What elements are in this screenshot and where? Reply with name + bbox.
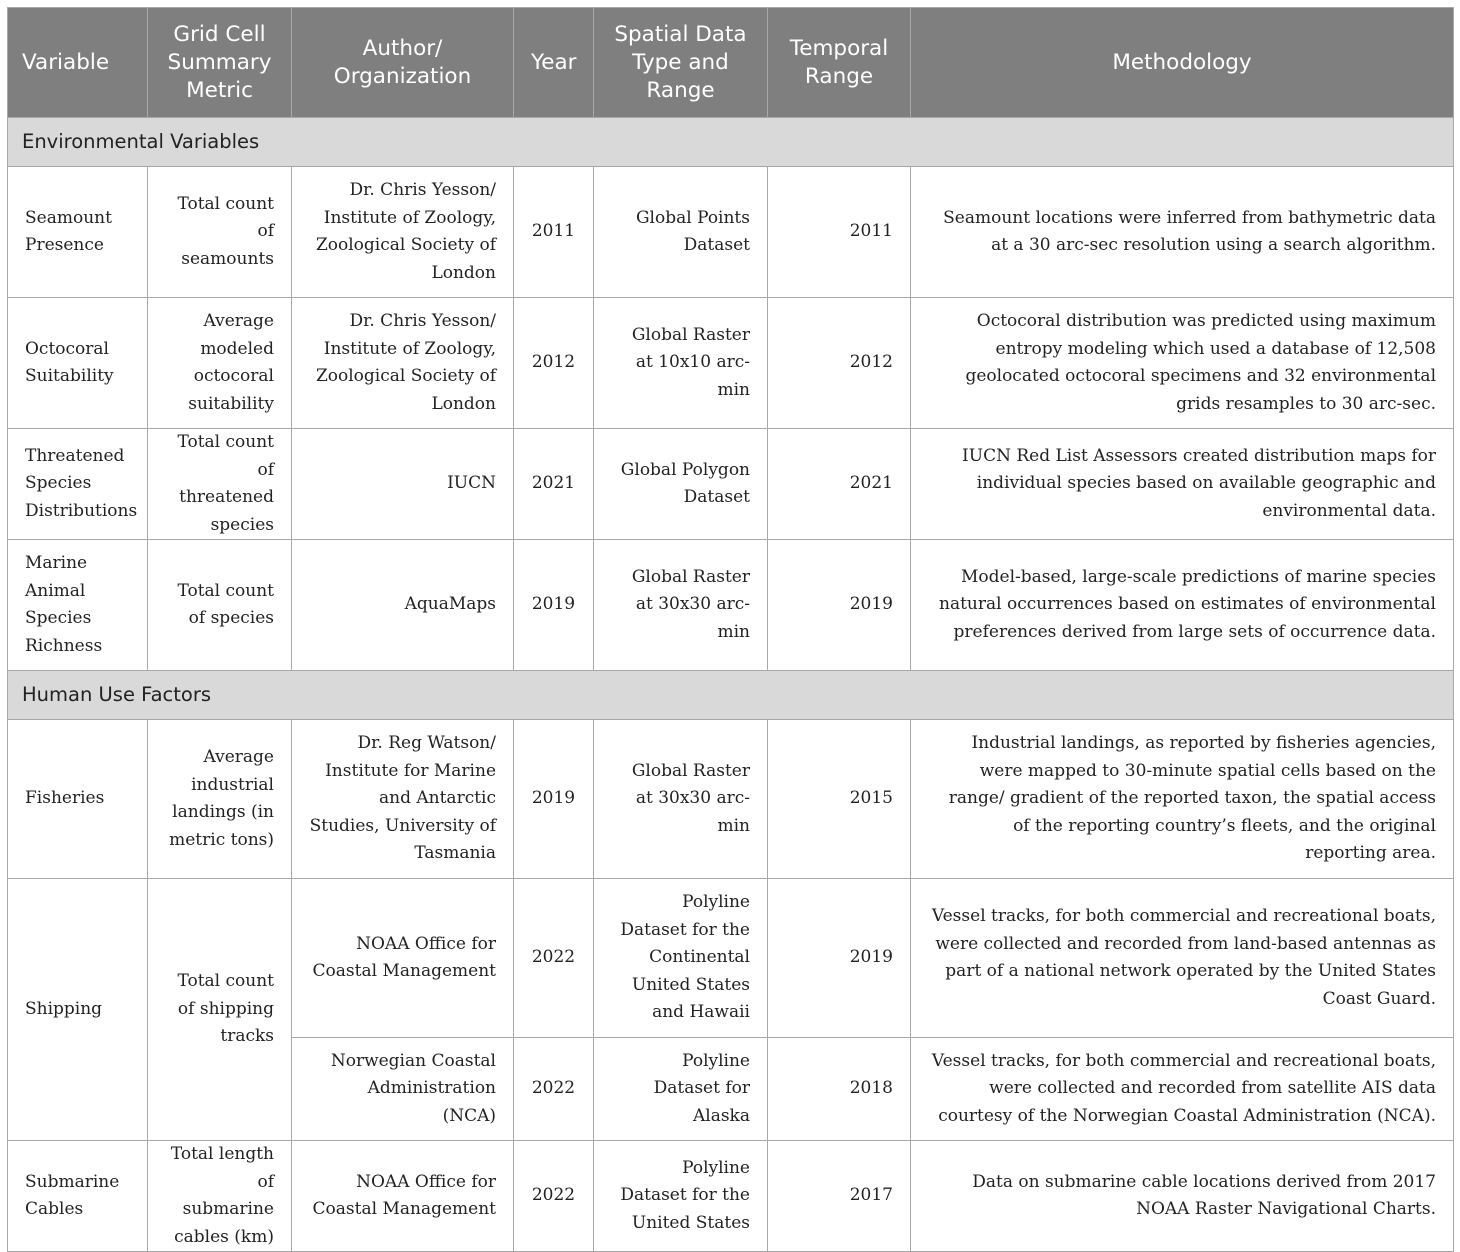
cell-spatial: Global Raster at 30x30 arc-min	[594, 540, 768, 671]
cell-metric: Total length of submarine cables (km)	[148, 1141, 292, 1252]
cell-year: 2012	[514, 298, 594, 429]
cell-spatial: Global Raster at 10x10 arc-min	[594, 298, 768, 429]
cell-variable: Fisheries	[8, 720, 148, 879]
cell-year: 2019	[514, 540, 594, 671]
cell-metric: Total count of threatened species	[148, 429, 292, 540]
table-row	[8, 720, 1454, 879]
cell-spatial: Global Polygon Dataset	[594, 429, 768, 540]
cell-author: NOAA Office for Coastal Management	[292, 1141, 514, 1252]
cell-variable: Threatened Species Distributions	[8, 429, 148, 540]
cell-methodology: Vessel tracks, for both commercial and recreational boats, were collected and recorded from land-based antennas as part of a national network operated by the United States Coast Guard.	[911, 879, 1454, 1038]
cell-methodology: Octocoral distribution was predicted using maximum entropy modeling which used a database of 12,508 geolocated octocoral specimens and 32 environmental grids resamples to 30 arc-sec.	[911, 298, 1454, 429]
header-grid-metric: Grid Cell Summary Metric	[148, 8, 292, 118]
cell-metric: Total count of seamounts	[148, 167, 292, 298]
cell-metric: Average industrial landings (in metric tons)	[148, 720, 292, 879]
cell-temporal: 2021	[768, 429, 911, 540]
table-row	[8, 429, 1454, 540]
table-row	[8, 298, 1454, 429]
cell-variable: Shipping	[8, 879, 148, 1141]
cell-year: 2022	[514, 1038, 594, 1141]
cell-temporal: 2019	[768, 879, 911, 1038]
table-row	[8, 1141, 1454, 1252]
header-author: Author/ Organization	[292, 8, 514, 118]
cell-author: Dr. Reg Watson/ Institute for Marine and Antarctic Studies, University of Tasmania	[292, 720, 514, 879]
cell-temporal: 2015	[768, 720, 911, 879]
cell-year: 2022	[514, 879, 594, 1038]
header-methodology: Methodology	[911, 8, 1454, 118]
cell-methodology: Data on submarine cable locations derived from 2017 NOAA Raster Navigational Charts.	[911, 1141, 1454, 1252]
cell-methodology: Model-based, large-scale predictions of marine species natural occurrences based on estimates of environmental preferences derived from large sets of occurrence data.	[911, 540, 1454, 671]
cell-author: Norwegian Coastal Administration (NCA)	[292, 1038, 514, 1141]
cell-variable: Seamount Presence	[8, 167, 148, 298]
data-table	[7, 7, 1454, 1252]
header-variable: Variable	[8, 8, 148, 118]
table-row	[8, 540, 1454, 671]
cell-variable: Octocoral Suitability	[8, 298, 148, 429]
header-year: Year	[514, 8, 594, 118]
cell-spatial: Polyline Dataset for the Continental United States and Hawaii	[594, 879, 768, 1038]
cell-author: IUCN	[292, 429, 514, 540]
cell-author: Dr. Chris Yesson/ Institute of Zoology, Zoological Society of London	[292, 298, 514, 429]
cell-author: Dr. Chris Yesson/ Institute of Zoology, Zoological Society of London	[292, 167, 514, 298]
cell-year: 2019	[514, 720, 594, 879]
cell-methodology: Seamount locations were inferred from bathymetric data at a 30 arc-sec resolution using a search algorithm.	[911, 167, 1454, 298]
header-temporal: Temporal Range	[768, 8, 911, 118]
cell-author: AquaMaps	[292, 540, 514, 671]
cell-temporal: 2011	[768, 167, 911, 298]
cell-temporal: 2012	[768, 298, 911, 429]
cell-year: 2011	[514, 167, 594, 298]
cell-spatial: Global Raster at 30x30 arc-min	[594, 720, 768, 879]
cell-spatial: Polyline Dataset for the United States	[594, 1141, 768, 1252]
cell-year: 2022	[514, 1141, 594, 1252]
table-row	[8, 879, 1454, 1038]
cell-variable: Marine Animal Species Richness	[8, 540, 148, 671]
section-title-human: Human Use Factors	[8, 671, 1454, 720]
section-row	[8, 118, 1454, 167]
section-row	[8, 671, 1454, 720]
cell-metric: Average modeled octocoral suitability	[148, 298, 292, 429]
cell-methodology: Industrial landings, as reported by fisheries agencies, were mapped to 30-minute spatial cells based on the range/ gradient of the reported taxon, the spatial access of the reporting country’s fleets, and the original reporting area.	[911, 720, 1454, 879]
cell-methodology: IUCN Red List Assessors created distribution maps for individual species based on available geographic and environmental data.	[911, 429, 1454, 540]
cell-metric: Total count of species	[148, 540, 292, 671]
section-title-environmental: Environmental Variables	[8, 118, 1454, 167]
header-spatial: Spatial Data Type and Range	[594, 8, 768, 118]
cell-spatial: Polyline Dataset for Alaska	[594, 1038, 768, 1141]
cell-temporal: 2018	[768, 1038, 911, 1141]
table-row	[8, 167, 1454, 298]
cell-temporal: 2019	[768, 540, 911, 671]
cell-spatial: Global Points Dataset	[594, 167, 768, 298]
cell-metric: Total count of shipping tracks	[148, 879, 292, 1141]
cell-author: NOAA Office for Coastal Management	[292, 879, 514, 1038]
cell-temporal: 2017	[768, 1141, 911, 1252]
cell-year: 2021	[514, 429, 594, 540]
cell-methodology: Vessel tracks, for both commercial and recreational boats, were collected and recorded from satellite AIS data courtesy of the Norwegian Coastal Administration (NCA).	[911, 1038, 1454, 1141]
cell-variable: Submarine Cables	[8, 1141, 148, 1252]
table-header	[8, 8, 1454, 118]
